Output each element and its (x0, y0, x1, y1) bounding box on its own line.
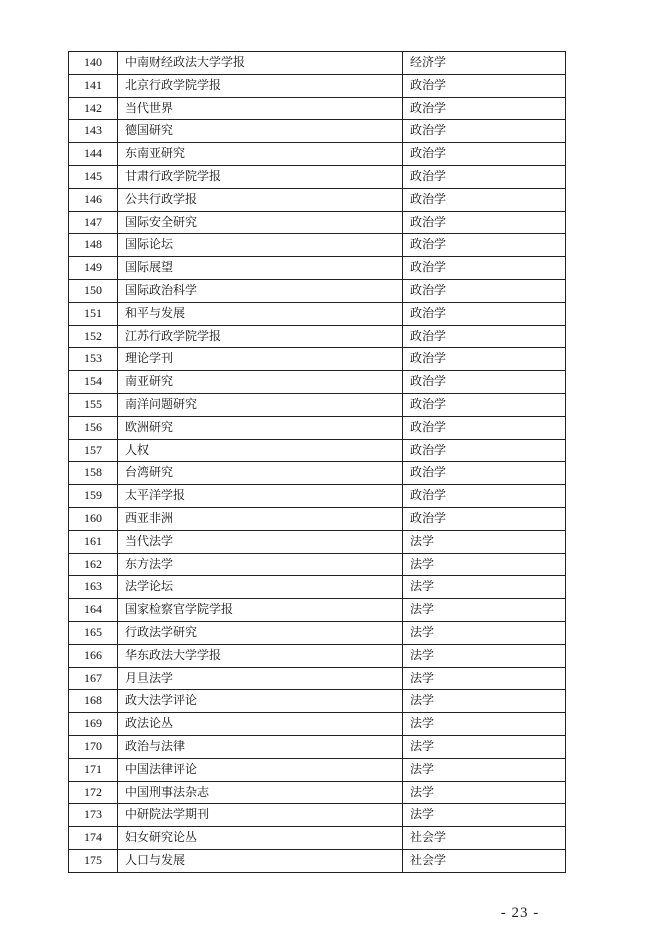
discipline-cell: 法学 (403, 735, 566, 758)
row-number-cell: 160 (69, 507, 118, 530)
row-number-cell: 171 (69, 758, 118, 781)
discipline-cell: 法学 (403, 690, 566, 713)
table-row (69, 849, 566, 872)
journal-name-cell: 西亚非洲 (118, 507, 403, 530)
discipline-cell: 政治学 (403, 371, 566, 394)
journal-name-cell: 江苏行政学院学报 (118, 325, 403, 348)
journal-name-cell: 国际政治科学 (118, 279, 403, 302)
table-row (69, 530, 566, 553)
row-number-cell: 167 (69, 667, 118, 690)
discipline-cell: 法学 (403, 758, 566, 781)
table-row (69, 690, 566, 713)
row-number-cell: 163 (69, 576, 118, 599)
table-row (69, 576, 566, 599)
journal-name-cell: 国际论坛 (118, 234, 403, 257)
table-row (69, 735, 566, 758)
journal-name-cell: 华东政法大学学报 (118, 644, 403, 667)
discipline-cell: 社会学 (403, 827, 566, 850)
discipline-cell: 经济学 (403, 52, 566, 75)
row-number-cell: 145 (69, 165, 118, 188)
journal-name-cell: 台湾研究 (118, 462, 403, 485)
table-row (69, 74, 566, 97)
discipline-cell: 政治学 (403, 325, 566, 348)
row-number-cell: 165 (69, 621, 118, 644)
row-number-cell: 157 (69, 439, 118, 462)
discipline-cell: 政治学 (403, 393, 566, 416)
table-row (69, 257, 566, 280)
journal-name-cell: 南洋问题研究 (118, 393, 403, 416)
table-row (69, 599, 566, 622)
discipline-cell: 政治学 (403, 507, 566, 530)
journal-name-cell: 妇女研究论丛 (118, 827, 403, 850)
discipline-cell: 政治学 (403, 485, 566, 508)
journal-name-cell: 政法论丛 (118, 713, 403, 736)
journal-name-cell: 国家检察官学院学报 (118, 599, 403, 622)
row-number-cell: 151 (69, 302, 118, 325)
discipline-cell: 法学 (403, 530, 566, 553)
row-number-cell: 172 (69, 781, 118, 804)
table-row (69, 52, 566, 75)
discipline-cell: 法学 (403, 713, 566, 736)
row-number-cell: 156 (69, 416, 118, 439)
table-row (69, 507, 566, 530)
journal-name-cell: 政大法学评论 (118, 690, 403, 713)
page-number: - 23 - (500, 905, 540, 921)
table-row (69, 485, 566, 508)
journal-name-cell: 中研院法学期刊 (118, 804, 403, 827)
table-row (69, 279, 566, 302)
table-row (69, 393, 566, 416)
table-row (69, 165, 566, 188)
journal-table-body (69, 52, 566, 873)
discipline-cell: 政治学 (403, 188, 566, 211)
row-number-cell: 142 (69, 97, 118, 120)
table-row (69, 188, 566, 211)
discipline-cell: 政治学 (403, 143, 566, 166)
discipline-cell: 法学 (403, 781, 566, 804)
row-number-cell: 143 (69, 120, 118, 143)
table-row (69, 553, 566, 576)
journal-name-cell: 国际展望 (118, 257, 403, 280)
discipline-cell: 政治学 (403, 120, 566, 143)
journal-name-cell: 理论学刊 (118, 348, 403, 371)
row-number-cell: 154 (69, 371, 118, 394)
table-row (69, 302, 566, 325)
table-row (69, 439, 566, 462)
row-number-cell: 146 (69, 188, 118, 211)
journal-name-cell: 南亚研究 (118, 371, 403, 394)
discipline-cell: 政治学 (403, 211, 566, 234)
discipline-cell: 政治学 (403, 74, 566, 97)
discipline-cell: 法学 (403, 644, 566, 667)
discipline-cell: 政治学 (403, 165, 566, 188)
discipline-cell: 政治学 (403, 257, 566, 280)
row-number-cell: 148 (69, 234, 118, 257)
table-row (69, 621, 566, 644)
journal-name-cell: 政治与法律 (118, 735, 403, 758)
table-row (69, 644, 566, 667)
table-row (69, 234, 566, 257)
row-number-cell: 162 (69, 553, 118, 576)
row-number-cell: 174 (69, 827, 118, 850)
discipline-cell: 法学 (403, 553, 566, 576)
table-row (69, 416, 566, 439)
row-number-cell: 158 (69, 462, 118, 485)
discipline-cell: 法学 (403, 576, 566, 599)
row-number-cell: 159 (69, 485, 118, 508)
discipline-cell: 法学 (403, 667, 566, 690)
table-row (69, 667, 566, 690)
row-number-cell: 149 (69, 257, 118, 280)
table-row (69, 120, 566, 143)
row-number-cell: 144 (69, 143, 118, 166)
row-number-cell: 152 (69, 325, 118, 348)
discipline-cell: 政治学 (403, 416, 566, 439)
journal-name-cell: 北京行政学院学报 (118, 74, 403, 97)
row-number-cell: 173 (69, 804, 118, 827)
journal-name-cell: 东南亚研究 (118, 143, 403, 166)
table-row (69, 781, 566, 804)
row-number-cell: 175 (69, 849, 118, 872)
journal-name-cell: 月旦法学 (118, 667, 403, 690)
journal-name-cell: 人口与发展 (118, 849, 403, 872)
table-row (69, 462, 566, 485)
table-row (69, 827, 566, 850)
row-number-cell: 170 (69, 735, 118, 758)
row-number-cell: 161 (69, 530, 118, 553)
table-row (69, 804, 566, 827)
table-row (69, 371, 566, 394)
discipline-cell: 法学 (403, 804, 566, 827)
row-number-cell: 140 (69, 52, 118, 75)
discipline-cell: 政治学 (403, 348, 566, 371)
row-number-cell: 153 (69, 348, 118, 371)
journal-table (68, 51, 566, 873)
row-number-cell: 141 (69, 74, 118, 97)
journal-name-cell: 和平与发展 (118, 302, 403, 325)
discipline-cell: 政治学 (403, 302, 566, 325)
discipline-cell: 政治学 (403, 97, 566, 120)
row-number-cell: 155 (69, 393, 118, 416)
table-row (69, 713, 566, 736)
journal-name-cell: 中国法律评论 (118, 758, 403, 781)
discipline-cell: 社会学 (403, 849, 566, 872)
row-number-cell: 168 (69, 690, 118, 713)
journal-name-cell: 当代法学 (118, 530, 403, 553)
table-row (69, 97, 566, 120)
table-row (69, 211, 566, 234)
journal-name-cell: 国际安全研究 (118, 211, 403, 234)
row-number-cell: 147 (69, 211, 118, 234)
discipline-cell: 政治学 (403, 439, 566, 462)
row-number-cell: 166 (69, 644, 118, 667)
table-row (69, 348, 566, 371)
table-row (69, 758, 566, 781)
journal-name-cell: 当代世界 (118, 97, 403, 120)
discipline-cell: 政治学 (403, 462, 566, 485)
journal-name-cell: 德国研究 (118, 120, 403, 143)
row-number-cell: 169 (69, 713, 118, 736)
journal-name-cell: 法学论坛 (118, 576, 403, 599)
journal-name-cell: 中南财经政法大学学报 (118, 52, 403, 75)
table-row (69, 325, 566, 348)
journal-name-cell: 行政法学研究 (118, 621, 403, 644)
journal-name-cell: 甘肃行政学院学报 (118, 165, 403, 188)
table-row (69, 143, 566, 166)
discipline-cell: 法学 (403, 599, 566, 622)
journal-name-cell: 公共行政学报 (118, 188, 403, 211)
row-number-cell: 150 (69, 279, 118, 302)
discipline-cell: 法学 (403, 621, 566, 644)
journal-name-cell: 太平洋学报 (118, 485, 403, 508)
row-number-cell: 164 (69, 599, 118, 622)
journal-name-cell: 中国刑事法杂志 (118, 781, 403, 804)
discipline-cell: 政治学 (403, 279, 566, 302)
discipline-cell: 政治学 (403, 234, 566, 257)
journal-name-cell: 人权 (118, 439, 403, 462)
journal-name-cell: 欧洲研究 (118, 416, 403, 439)
journal-name-cell: 东方法学 (118, 553, 403, 576)
